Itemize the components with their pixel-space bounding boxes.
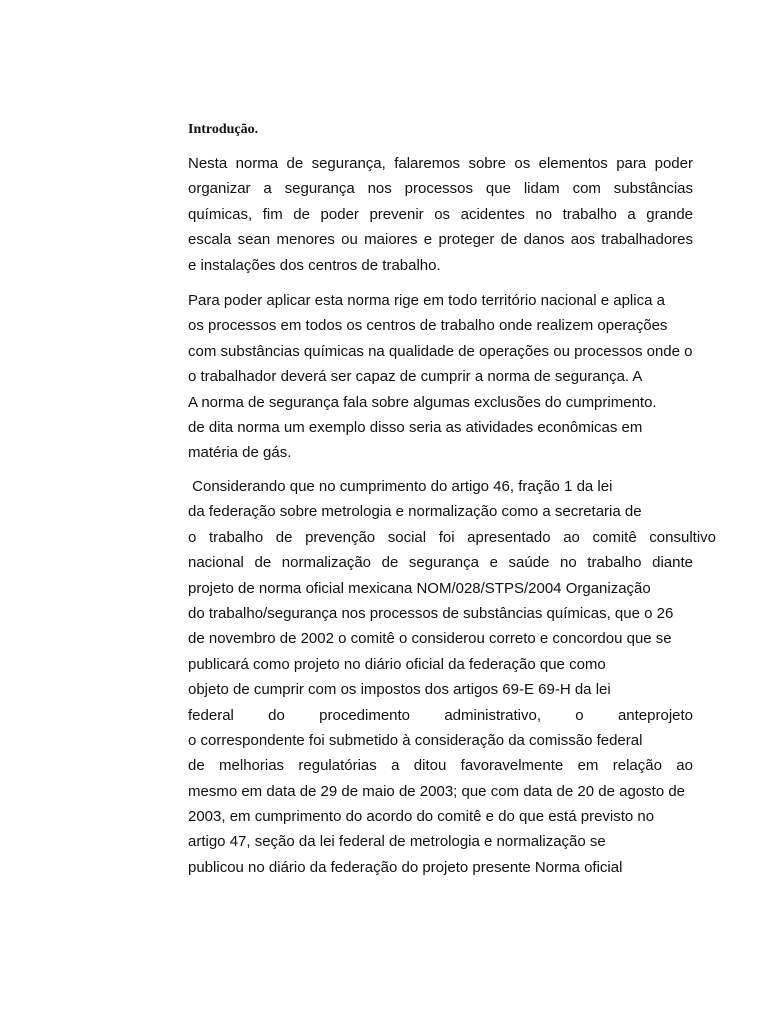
text-line: A norma de segurança fala sobre algumas exclusões do cumprimento. — [188, 393, 657, 411]
section-heading: Introdução. — [188, 122, 259, 137]
text-line: nacional de normalização de segurança e saúde no trabalho diante — [188, 554, 693, 572]
text-line: o trabalho de prevenção social foi apresentado ao comitê consultivo — [188, 528, 716, 546]
text-line: e instalações dos centros de trabalho. — [188, 256, 441, 274]
text-line: com substâncias químicas na qualidade de operações ou processos onde o — [188, 342, 693, 360]
text-line: os processos em todos os centros de trabalho onde realizem operações — [188, 317, 668, 335]
text-line: de melhorias regulatórias a ditou favoravelmente em relação ao — [188, 757, 693, 775]
text-line: publicará como projeto no diário oficial da federação que como — [188, 655, 606, 673]
text-line: da federação sobre metrologia e normalização como a secretaria de — [188, 503, 642, 521]
paragraph-scope — [188, 288, 693, 466]
text-line: mesmo em data de 29 de maio de 2003; que com data de 20 de agosto de — [188, 782, 686, 800]
text-line: 2003, em cumprimento do acordo do comitê e do que está previsto no — [188, 808, 655, 826]
text-line: artigo 47, seção da lei federal de metrologia e normalização se — [188, 833, 606, 851]
text-line: Para poder aplicar esta norma rige em todo território nacional e aplica a — [188, 292, 665, 309]
text-line: organizar a segurança nos processos que lidam com substâncias — [188, 180, 693, 198]
text-line: federal do procedimento administrativo, o anteprojeto — [188, 706, 693, 724]
text-line: o correspondente foi submetido à consideração da comissão federal — [188, 731, 643, 749]
text-line: o trabalhador deverá ser capaz de cumprir a norma de segurança. A — [188, 368, 643, 386]
text-line: Nesta norma de segurança, falaremos sobre os elementos para poder — [188, 155, 693, 172]
paragraph-considering — [188, 474, 716, 880]
text-line: matéria de gás. — [188, 444, 292, 462]
text-line: projeto de norma oficial mexicana NOM/028/STPS/2004 Organização — [188, 579, 651, 597]
text-line: publicou no diário da federação do projeto presente Norma oficial — [188, 858, 623, 876]
text-line: de novembro de 2002 o comitê o considerou correto e concordou que se — [188, 630, 672, 648]
text-line: objeto de cumprir com os impostos dos artigos 69-E 69-H da lei — [188, 681, 611, 699]
paragraph-intro — [188, 151, 693, 278]
text-line: do trabalho/segurança nos processos de substâncias químicas, que o 26 — [188, 604, 674, 622]
text-line: de dita norma um exemplo disso seria as atividades econômicas em — [188, 418, 643, 436]
text-line: Considerando que no cumprimento do artigo 46, fração 1 da lei — [188, 478, 613, 495]
text-line: químicas, fim de poder prevenir os acidentes no trabalho a grande — [188, 205, 693, 223]
text-line: escala sean menores ou maiores e proteger de danos aos trabalhadores — [188, 231, 693, 249]
